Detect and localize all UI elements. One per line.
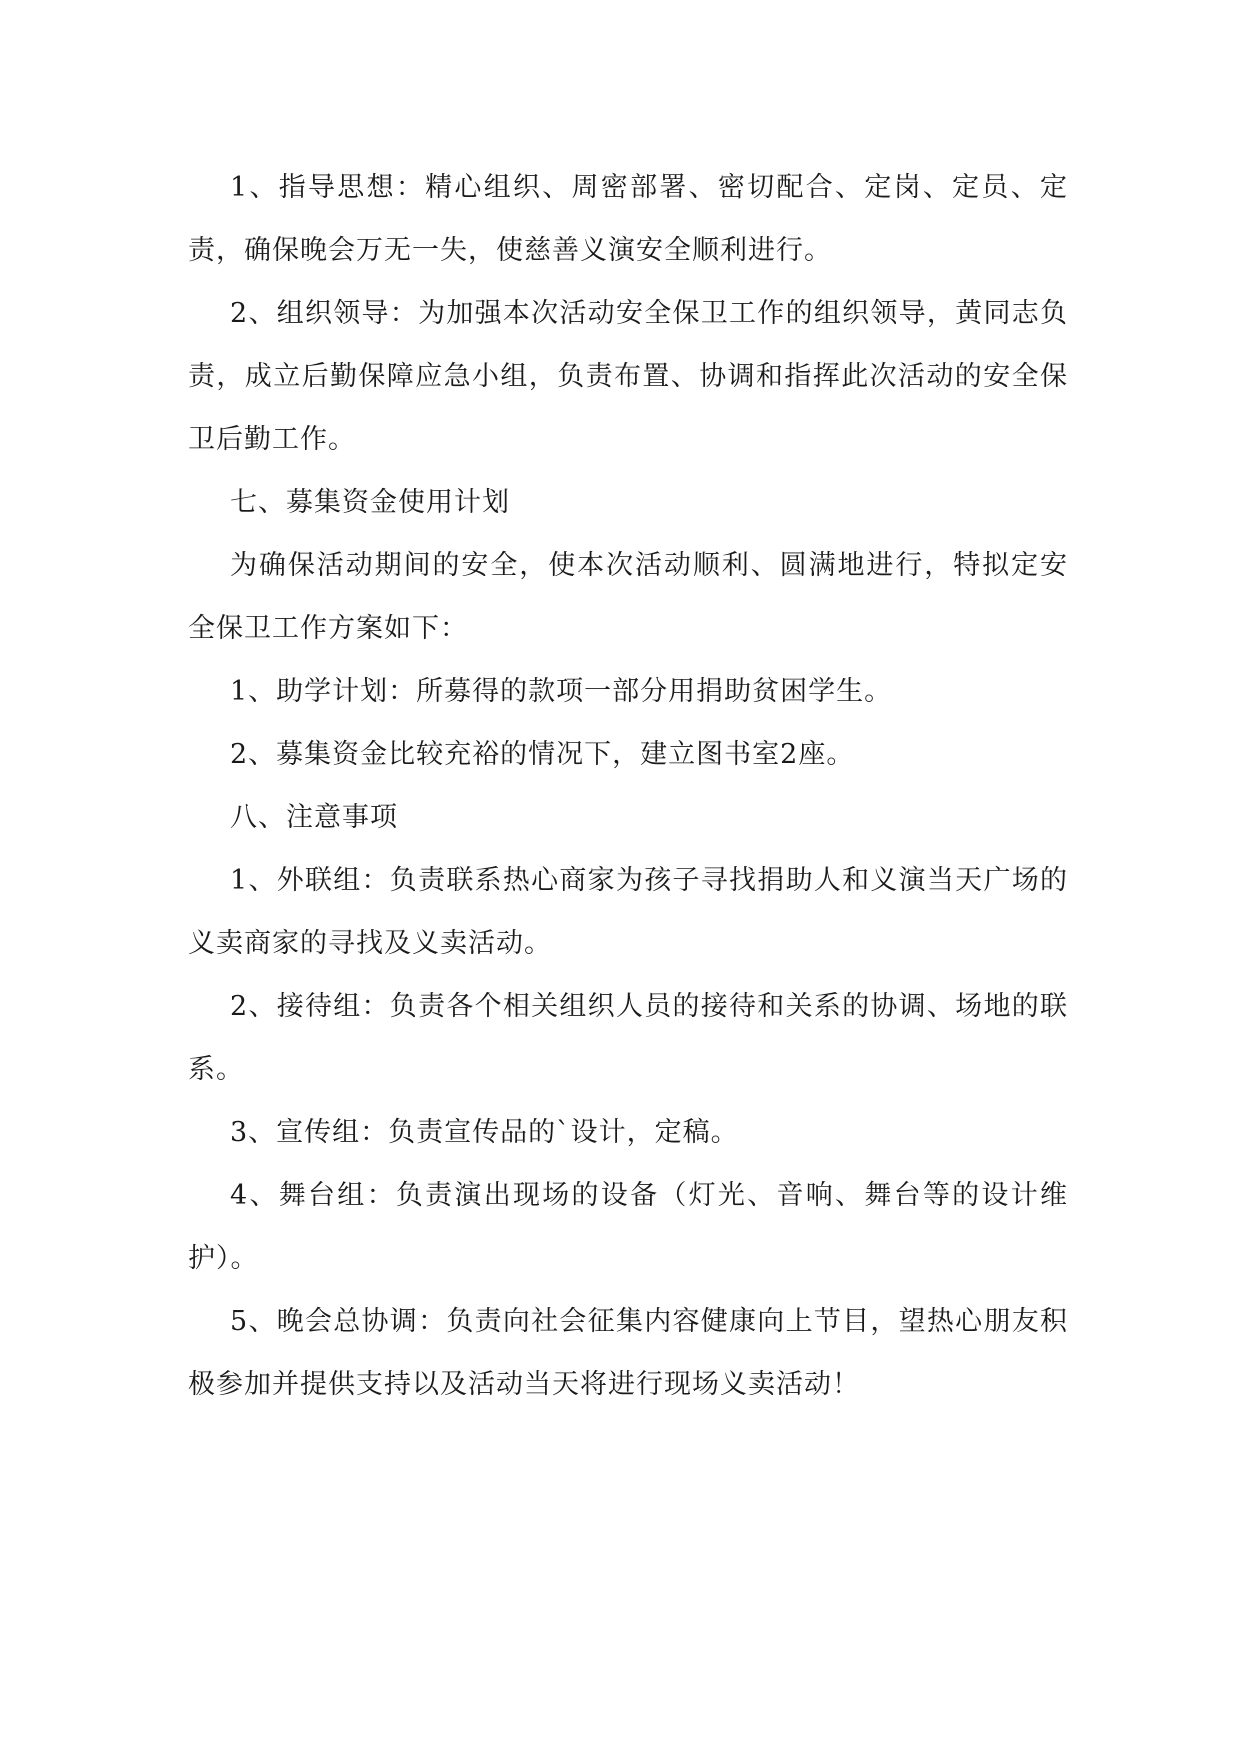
paragraph-security-plan-intro: 为确保活动期间的安全，使本次活动顺利、圆满地进行，特拟定安全保卫工作方案如下： [188,550,1068,644]
paragraph-organization-leadership: 2、组织领导：为加强本次活动安全保卫工作的组织领导，黄同志负责，成立后勤保障应急小组，负责布置、协调和指挥此次活动的安全保卫后勤工作。 [188,298,1068,455]
paragraph-library-plan: 2、募集资金比较充裕的情况下，建立图书室2座。 [230,739,855,770]
paragraph-publicity-group: 3、宣传组：负责宣传品的`设计，定稿。 [230,1117,739,1148]
paragraph-guiding-principle: 1、指导思想：精心组织、周密部署、密切配合、定岗、定员、定责，确保晚会万无一失，使慈善义演安全顺利进行。 [188,172,1068,266]
section-heading-fund-usage: 七、募集资金使用计划 [230,487,510,518]
paragraph-student-aid-plan: 1、助学计划：所募得的款项一部分用捐助贫困学生。 [230,676,893,707]
section-heading-notes: 八、注意事项 [230,802,398,833]
paragraph-reception-group: 2、接待组：负责各个相关组织人员的接待和关系的协调、场地的联系。 [188,991,1068,1085]
paragraph-general-coordination: 5、晚会总协调：负责向社会征集内容健康向上节目，望热心朋友积极参加并提供支持以及活动当天将进行现场义卖活动！ [188,1306,1068,1400]
paragraph-liaison-group: 1、外联组：负责联系热心商家为孩子寻找捐助人和义演当天广场的义卖商家的寻找及义卖活动。 [188,865,1068,959]
document-body [188,156,1068,1416]
paragraph-stage-group: 4、舞台组：负责演出现场的设备（灯光、音响、舞台等的设计维护）。 [188,1180,1068,1274]
